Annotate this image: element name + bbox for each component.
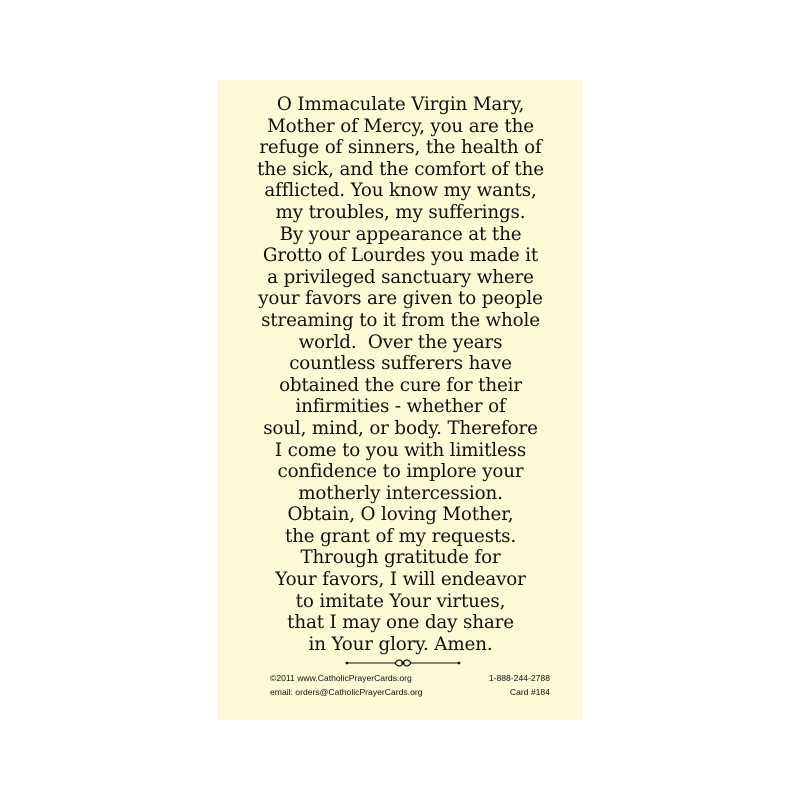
prayer-line: a privileged sanctuary where (267, 266, 534, 288)
email-text: email: orders@CatholicPrayerCards.org (270, 686, 423, 697)
prayer-line: Through gratitude for (300, 547, 501, 569)
prayer-line: countless sufferers have (289, 353, 512, 375)
prayer-line: infirmities - whether of (295, 396, 506, 418)
prayer-line: the sick, and the comfort of the (257, 158, 544, 180)
prayer-line: I come to you with limitless (274, 439, 527, 461)
prayer-line: Obtain, O loving Mother, (287, 504, 514, 526)
prayer-line: in Your glory. Amen. (308, 633, 493, 655)
prayer-line: world. Over the years (298, 331, 503, 353)
prayer-line: By your appearance at the (279, 223, 522, 245)
prayer-line: streaming to it from the whole (261, 309, 540, 331)
phone-number: 1-888-244-2788 (488, 673, 550, 683)
prayer-line: my troubles, my sufferings. (275, 201, 526, 223)
prayer-line: soul, mind, or body. Therefore (263, 417, 538, 439)
prayer-line: O Immaculate Virgin Mary, (276, 94, 525, 115)
prayer-line: Your favors, I will endeavor (275, 569, 526, 591)
scroll-ornament-icon (343, 658, 463, 668)
prayer-line: Grotto of Lourdes you made it (262, 245, 539, 267)
prayer-card (218, 80, 583, 720)
footer-row (270, 686, 550, 700)
footer-row (270, 672, 550, 686)
prayer-line: motherly intercession. (298, 482, 503, 504)
copyright-text: ©2011 www.CatholicPrayerCards.org (270, 673, 412, 683)
card-number: Card #184 (509, 686, 550, 697)
prayer-text (218, 94, 583, 655)
prayer-line: to imitate Your virtues, (295, 590, 506, 612)
prayer-line: obtained the cure for their (279, 374, 522, 396)
prayer-line: afflicted. You know my wants, (264, 180, 537, 202)
prayer-line: confidence to implore your (277, 461, 524, 483)
prayer-line: the grant of my requests. (284, 525, 517, 547)
prayer-line: your favors are given to people (258, 288, 543, 310)
card-footer (270, 672, 550, 699)
prayer-line: Mother of Mercy, you are the (267, 115, 534, 137)
prayer-line: refuge of sinners, the health of (259, 137, 542, 159)
prayer-line: that I may one day share (287, 612, 514, 634)
